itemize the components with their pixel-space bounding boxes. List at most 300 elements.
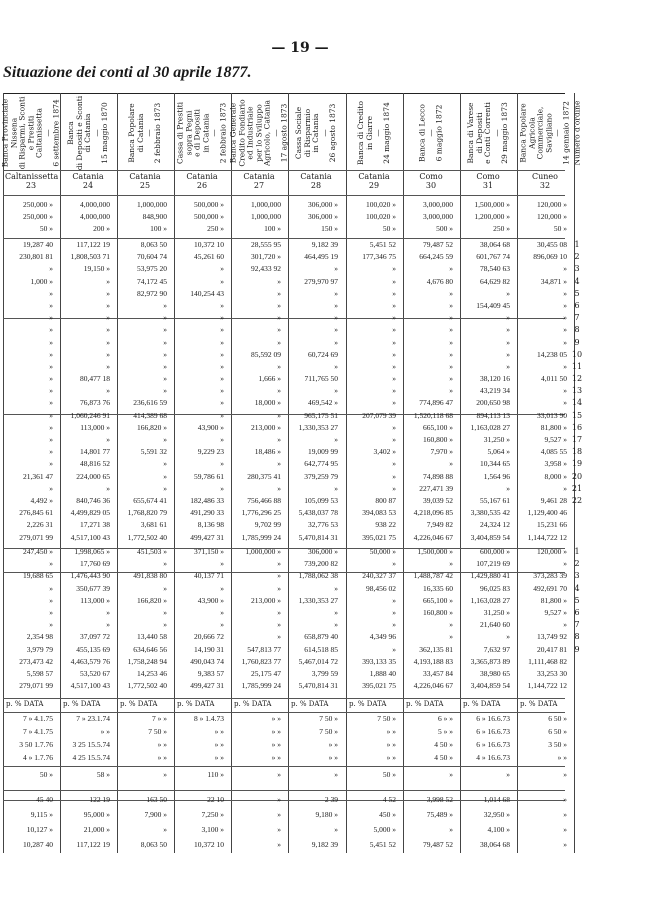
column-header-label: Banca di Varese di Depositi e Conti Correnti — 29 maggio 1873 [465, 102, 509, 164]
liability-cell: 395,021 75 [362, 681, 396, 691]
asset-cell: » [49, 386, 53, 396]
asset-cell: » [163, 325, 167, 335]
cash-cell: 122 19 [89, 795, 110, 804]
asset-cell: » [563, 337, 567, 347]
liability-cell: 14,253 46 [137, 668, 167, 678]
rate-cell: 6 » » [438, 714, 453, 723]
liability-cell: 19,688 65 [23, 571, 53, 581]
asset-cell: 113,000 » [80, 422, 110, 432]
capital-cell: 100 » [150, 224, 167, 233]
asset-cell: » [106, 325, 110, 335]
asset-cell: » [277, 361, 281, 371]
asset-column [288, 240, 338, 545]
asset-cell: 3,402 » [373, 447, 396, 457]
asset-cell: » [163, 483, 167, 493]
capital-cell: 1,000,000 [251, 200, 281, 209]
column-city: Catania 26 [176, 172, 228, 190]
column-header [176, 96, 228, 170]
liability-cell: » [392, 607, 396, 617]
liability-cell: 5,470,814 31 [298, 681, 338, 691]
liability-cell: » [392, 559, 396, 569]
asset-cell: 9,527 » [544, 435, 567, 444]
liability-cell: 5,598 57 [26, 668, 53, 678]
asset-cell: 82,972 90 [137, 288, 167, 298]
rate-cell: 7 » 23.1.74 [76, 714, 110, 723]
liability-cell: 1,163,028 27 [470, 595, 510, 605]
asset-cell: 166,820 » [137, 422, 167, 432]
capital-cell: 50 » [553, 224, 567, 233]
order-number: 7 [574, 313, 580, 323]
asset-cell: 3,958 » [544, 459, 567, 469]
rate-cell: 4 » 16.6.73 [476, 753, 510, 762]
rate-column [403, 714, 453, 766]
asset-cell: » [449, 325, 453, 335]
capital-cell: 250,000 » [23, 212, 53, 221]
rate-header: p. % DATA [6, 700, 44, 708]
rate-header: p. % DATA [177, 700, 215, 708]
liability-cell: » [277, 607, 281, 617]
asset-cell: 655,674 41 [133, 495, 167, 505]
cash-column [231, 795, 281, 855]
asset-cell: 1,564 96 [483, 471, 510, 481]
page-title: Situazione dei conti al 30 aprile 1877. [3, 64, 252, 81]
asset-cell: 10,344 65 [480, 459, 510, 469]
cash-cell: » [563, 795, 567, 804]
asset-cell: 965,175 51 [304, 410, 338, 420]
liability-cell: 53,520 67 [80, 668, 110, 678]
column-city: Catania 29 [348, 172, 400, 190]
asset-cell: 4,517,100 43 [70, 532, 110, 542]
capital-column [3, 200, 53, 236]
asset-cell: 19,150 » [83, 264, 110, 274]
cash-cell: 10,372 10 [194, 840, 224, 849]
liability-cell: 107,219 69 [476, 559, 510, 569]
liability-cell: » [563, 620, 567, 630]
shareholders-column [174, 770, 224, 782]
liability-cell: » [277, 632, 281, 642]
shareholders-column [460, 770, 510, 782]
liability-cell: 1,888 40 [369, 668, 396, 678]
column-header-label: Banca di Depositi e Sconti di Catania — 15 maggio 1870 [65, 95, 109, 171]
column-header-label: Banca Generale Credito Fondiario ed Industriale per lo Sviluppo Agricolo, Catania — 17 agosto 1873 [228, 99, 289, 167]
asset-cell: 9,461 28 [540, 495, 567, 505]
asset-column [460, 240, 510, 545]
asset-cell: 15,231 66 [537, 520, 567, 530]
asset-cell: 8,063 50 [140, 240, 167, 249]
cash-cell: 4 52 [382, 795, 396, 804]
cash-cell: 38,064 68 [480, 840, 510, 849]
column-header-label: Banca Popolare di Catania — 2 febbraio 1873 [127, 102, 162, 164]
liability-cell: 166,820 » [137, 595, 167, 605]
asset-cell: » [392, 349, 396, 359]
column-header [0, 96, 61, 170]
liability-cell: 455,135 69 [76, 644, 110, 654]
order-number: 4 [574, 276, 580, 286]
asset-cell: » [49, 361, 53, 371]
asset-cell: 140,254 43 [190, 288, 224, 298]
asset-cell: 33,013 90 [537, 410, 567, 420]
asset-cell: 1,768,820 79 [127, 508, 167, 518]
rate-cell: » » [386, 727, 396, 736]
shareholders-column [231, 770, 281, 782]
rate-cell: » » [157, 753, 167, 762]
liability-cell: 600,000 » [480, 547, 510, 556]
liability-cell: 14,190 31 [194, 644, 224, 654]
capital-cell: 50 » [382, 224, 396, 233]
asset-cell: » [334, 264, 338, 274]
rate-cell: 3 50 1.7.76 [19, 740, 53, 749]
asset-cell: 1,129,400 46 [527, 508, 567, 518]
cash-cell: 7,250 » [201, 810, 224, 819]
rate-cell: 6 » 16.6.73 [476, 740, 510, 749]
asset-cell: » [106, 386, 110, 396]
rate-header: p. % DATA [520, 700, 558, 708]
asset-cell: 19,009 99 [308, 447, 338, 457]
order-number: 16 [571, 422, 583, 432]
column-header [62, 96, 114, 170]
order-number: 1 [574, 547, 580, 556]
asset-cell: » [392, 374, 396, 384]
column-header [519, 96, 571, 170]
shareholders-cell: » [334, 770, 338, 779]
asset-cell: » [392, 386, 396, 396]
asset-cell: » [277, 483, 281, 493]
liability-cell: » [220, 559, 224, 569]
asset-cell: » [49, 313, 53, 323]
asset-cell: 379,259 79 [304, 471, 338, 481]
liability-cell: 490,043 74 [190, 656, 224, 666]
asset-cell: » [334, 386, 338, 396]
asset-cell: » [449, 300, 453, 310]
asset-cell: » [392, 483, 396, 493]
liability-cell: » [163, 559, 167, 569]
asset-cell: 279,071 99 [19, 532, 53, 542]
asset-cell: » [220, 374, 224, 384]
order-number: 4 [574, 583, 580, 593]
asset-cell: 207,079 39 [362, 410, 396, 420]
asset-cell: » [506, 325, 510, 335]
capital-cell: 3,000,000 [423, 200, 453, 209]
asset-cell: 1,776,296 25 [241, 508, 281, 518]
liability-cell: » [106, 620, 110, 630]
order-number: 19 [571, 459, 583, 469]
cash-cell: » [277, 795, 281, 804]
cash-column [117, 795, 167, 855]
rate-cell: 4 50 » [434, 740, 453, 749]
rate-cell: 3 25 15.5.74 [72, 740, 110, 749]
rate-header: p. % DATA [463, 700, 501, 708]
liability-cell: 279,071 99 [19, 681, 53, 691]
asset-cell: » [49, 349, 53, 359]
column-header-label: Banca Popolare Agricola Commerciale, Savigliano — 14 gennaio 1872 [518, 101, 570, 165]
rate-column [231, 714, 281, 766]
asset-cell: » [49, 435, 53, 444]
asset-cell: » [563, 361, 567, 371]
liability-cell: 306,000 » [308, 547, 338, 556]
asset-cell: 76,873 76 [80, 398, 110, 408]
liability-cell: 3,365,873 89 [470, 656, 510, 666]
asset-cell: 85,592 09 [251, 349, 281, 359]
cash-column [460, 795, 510, 855]
asset-cell: 70,604 74 [137, 252, 167, 262]
asset-cell: » [106, 300, 110, 310]
asset-cell: » [49, 447, 53, 457]
asset-cell: » [334, 361, 338, 371]
liability-cell: » [49, 595, 53, 605]
liability-column [288, 547, 338, 693]
asset-cell: 17,271 38 [80, 520, 110, 530]
liability-cell: 371,150 » [194, 547, 224, 556]
order-number: 9 [574, 337, 580, 347]
asset-cell: 43,900 » [197, 422, 224, 432]
asset-cell: 395,021 75 [362, 532, 396, 542]
liability-cell: 634,646 56 [133, 644, 167, 654]
asset-cell: » [277, 300, 281, 310]
capital-cell: 200 » [93, 224, 110, 233]
cash-cell: 2 39 [324, 795, 338, 804]
column-number: 24 [82, 181, 94, 190]
asset-cell: 10,372 10 [194, 240, 224, 249]
asset-cell: 9,182 39 [311, 240, 338, 249]
shareholders-cell: » [163, 770, 167, 779]
column-number: 25 [139, 181, 151, 190]
asset-cell: 5,064 » [487, 447, 510, 457]
column-number: 32 [539, 181, 551, 190]
rate-cell: 7 » 4.1.75 [23, 714, 53, 723]
liability-cell: 1,998,065 » [74, 547, 110, 556]
asset-cell: » [563, 288, 567, 298]
asset-cell: » [277, 276, 281, 286]
order-number: 14 [571, 398, 583, 408]
liability-cell: 31,250 » [483, 607, 510, 617]
rate-cell: 4 25 15.5.74 [72, 753, 110, 762]
liability-cell: 25,175 47 [251, 668, 281, 678]
asset-cell: 79,487 52 [423, 240, 453, 249]
liability-cell: 4,463,579 76 [70, 656, 110, 666]
liability-cell: » [220, 583, 224, 593]
column-number: 31 [482, 181, 494, 190]
asset-cell: » [392, 435, 396, 444]
liability-cell: 1,476,443 90 [70, 571, 110, 581]
rate-header: p. % DATA [349, 700, 387, 708]
asset-cell: » [220, 313, 224, 323]
capital-column [517, 200, 567, 236]
column-city: Catania 27 [233, 172, 285, 190]
asset-cell: 499,427 31 [190, 532, 224, 542]
liability-cell: 3,979 79 [26, 644, 53, 654]
asset-cell: » [220, 483, 224, 493]
rate-cell: » » [214, 753, 224, 762]
capital-cell: 250 » [207, 224, 224, 233]
liability-cell: » [106, 607, 110, 617]
liability-cell: » [220, 620, 224, 630]
cash-column [174, 795, 224, 855]
column-city: Caltanissetta 23 [5, 172, 59, 190]
liability-cell: 120,000 » [537, 547, 567, 556]
cash-cell: 9,182 39 [311, 840, 338, 849]
rate-cell: 3 50 » [548, 740, 567, 749]
liability-cell: 20,417 81 [537, 644, 567, 654]
rate-cell: 8 » 1.4.73 [194, 714, 224, 723]
asset-cell: » [277, 325, 281, 335]
asset-cell: 38,064 68 [480, 240, 510, 249]
asset-cell: » [392, 361, 396, 371]
order-number: 1 [574, 240, 580, 249]
asset-cell: 301,720 » [251, 252, 281, 262]
asset-cell: » [392, 276, 396, 286]
liability-cell: 43,900 » [197, 595, 224, 605]
liability-column [346, 547, 396, 693]
asset-cell: » [506, 337, 510, 347]
asset-cell: 2,226 31 [26, 520, 53, 530]
liability-cell: 350,677 39 [76, 583, 110, 593]
order-number: 5 [574, 595, 580, 605]
asset-cell: » [563, 398, 567, 408]
asset-cell: » [49, 459, 53, 469]
cash-cell: » [563, 840, 567, 849]
asset-cell: » [449, 386, 453, 396]
asset-cell: » [277, 386, 281, 396]
asset-cell: » [334, 325, 338, 335]
rate-cell: 7 50 » [148, 727, 167, 736]
asset-cell: » [449, 264, 453, 274]
asset-cell: » [563, 300, 567, 310]
asset-cell: 38,120 16 [480, 374, 510, 384]
capital-cell: 120,000 » [537, 200, 567, 209]
order-number: 12 [571, 374, 583, 384]
order-number: 20 [571, 471, 583, 481]
capital-cell: 3,000,000 [423, 212, 453, 221]
shareholders-cell: » [449, 770, 453, 779]
liability-cell: » [163, 583, 167, 593]
liability-cell: 492,691 70 [533, 583, 567, 593]
cash-cell: 79,487 52 [423, 840, 453, 849]
asset-cell: 53,975 20 [137, 264, 167, 274]
asset-cell: » [163, 337, 167, 347]
shareholders-cell: » [563, 770, 567, 779]
liability-cell: 4,226,046 67 [413, 681, 453, 691]
rate-cell: 6 50 » [548, 727, 567, 736]
asset-cell: » [277, 288, 281, 298]
asset-column [517, 240, 567, 545]
asset-cell: » [220, 349, 224, 359]
order-number: 8 [574, 325, 580, 335]
order-number: 21 [571, 483, 583, 493]
liability-cell: 665,100 » [423, 595, 453, 605]
rate-column [460, 714, 510, 766]
asset-cell: 154,409 45 [476, 300, 510, 310]
liability-cell: » [49, 583, 53, 593]
liability-cell: 240,327 37 [362, 571, 396, 581]
order-number: 13 [571, 386, 583, 396]
rate-header: p. % DATA [63, 700, 101, 708]
asset-cell: 19,287 40 [23, 240, 53, 249]
shareholders-cell: 50 » [382, 770, 396, 779]
asset-cell: » [506, 313, 510, 323]
asset-cell: » [449, 288, 453, 298]
liability-cell: » [392, 620, 396, 630]
liability-cell: » [277, 620, 281, 630]
rate-cell: » » [328, 740, 338, 749]
capital-cell: 500,000 » [194, 200, 224, 209]
cash-cell: 3,100 » [201, 825, 224, 834]
asset-cell: 665,100 » [423, 422, 453, 432]
asset-cell: » [220, 398, 224, 408]
capital-cell: 1,000,000 [251, 212, 281, 221]
asset-cell: 117,122 19 [76, 240, 110, 249]
cash-cell: 10,127 » [26, 825, 53, 834]
cash-cell: 45 40 [36, 795, 53, 804]
liability-cell: 1,330,353 27 [298, 595, 338, 605]
column-city: Como 30 [405, 172, 457, 190]
asset-cell: 491,290 33 [190, 508, 224, 518]
asset-cell: » [334, 483, 338, 493]
asset-cell: 394,083 53 [362, 508, 396, 518]
cash-cell: » [277, 810, 281, 819]
asset-cell: 3,681 61 [140, 520, 167, 530]
rate-cell: » » [271, 753, 281, 762]
liability-cell: » [49, 607, 53, 617]
rate-column [346, 714, 396, 766]
liability-cell: 113,000 » [80, 595, 110, 605]
cash-cell: 9,115 » [30, 810, 53, 819]
liability-cell: 5,467,014 72 [298, 656, 338, 666]
asset-cell: » [106, 276, 110, 286]
asset-cell: 45,261 60 [194, 252, 224, 262]
asset-cell: » [563, 483, 567, 493]
rate-header: p. % DATA [234, 700, 272, 708]
asset-cell: 74,172 45 [137, 276, 167, 286]
liability-cell: » [563, 559, 567, 569]
liability-cell: 16,335 60 [423, 583, 453, 593]
asset-cell: 24,324 12 [480, 520, 510, 530]
asset-cell: 1,808,503 71 [70, 252, 110, 262]
asset-cell: » [49, 422, 53, 432]
asset-cell: » [49, 264, 53, 274]
column-city: Como 31 [462, 172, 514, 190]
asset-cell: » [277, 410, 281, 420]
asset-cell: » [220, 276, 224, 286]
asset-cell: » [563, 264, 567, 274]
asset-column [346, 240, 396, 545]
asset-cell: 236,616 59 [133, 398, 167, 408]
rate-column [288, 714, 338, 766]
asset-cell: 14,801 77 [80, 447, 110, 457]
liability-cell: 1,758,248 94 [127, 656, 167, 666]
asset-cell: » [220, 410, 224, 420]
rate-column [174, 714, 224, 766]
asset-cell: » [163, 313, 167, 323]
asset-cell: 1,000 » [30, 276, 53, 286]
column-header [348, 96, 400, 170]
asset-cell: » [163, 386, 167, 396]
asset-cell: 14,238 05 [537, 349, 567, 359]
cash-cell: 5,000 » [373, 825, 396, 834]
asset-cell: 280,375 41 [247, 471, 281, 481]
asset-cell: 230,801 81 [19, 252, 53, 262]
column-city: Catania 25 [119, 172, 171, 190]
capital-cell: 306,000 » [308, 200, 338, 209]
asset-cell: 896,069 10 [533, 252, 567, 262]
order-number: 7 [574, 620, 580, 630]
asset-cell: » [449, 349, 453, 359]
asset-cell: 18,486 » [254, 447, 281, 457]
cash-column [517, 795, 567, 855]
rate-cell: » » [271, 714, 281, 723]
asset-cell: » [106, 337, 110, 347]
shareholders-cell: » [277, 770, 281, 779]
capital-cell: 4,000,000 [80, 200, 110, 209]
